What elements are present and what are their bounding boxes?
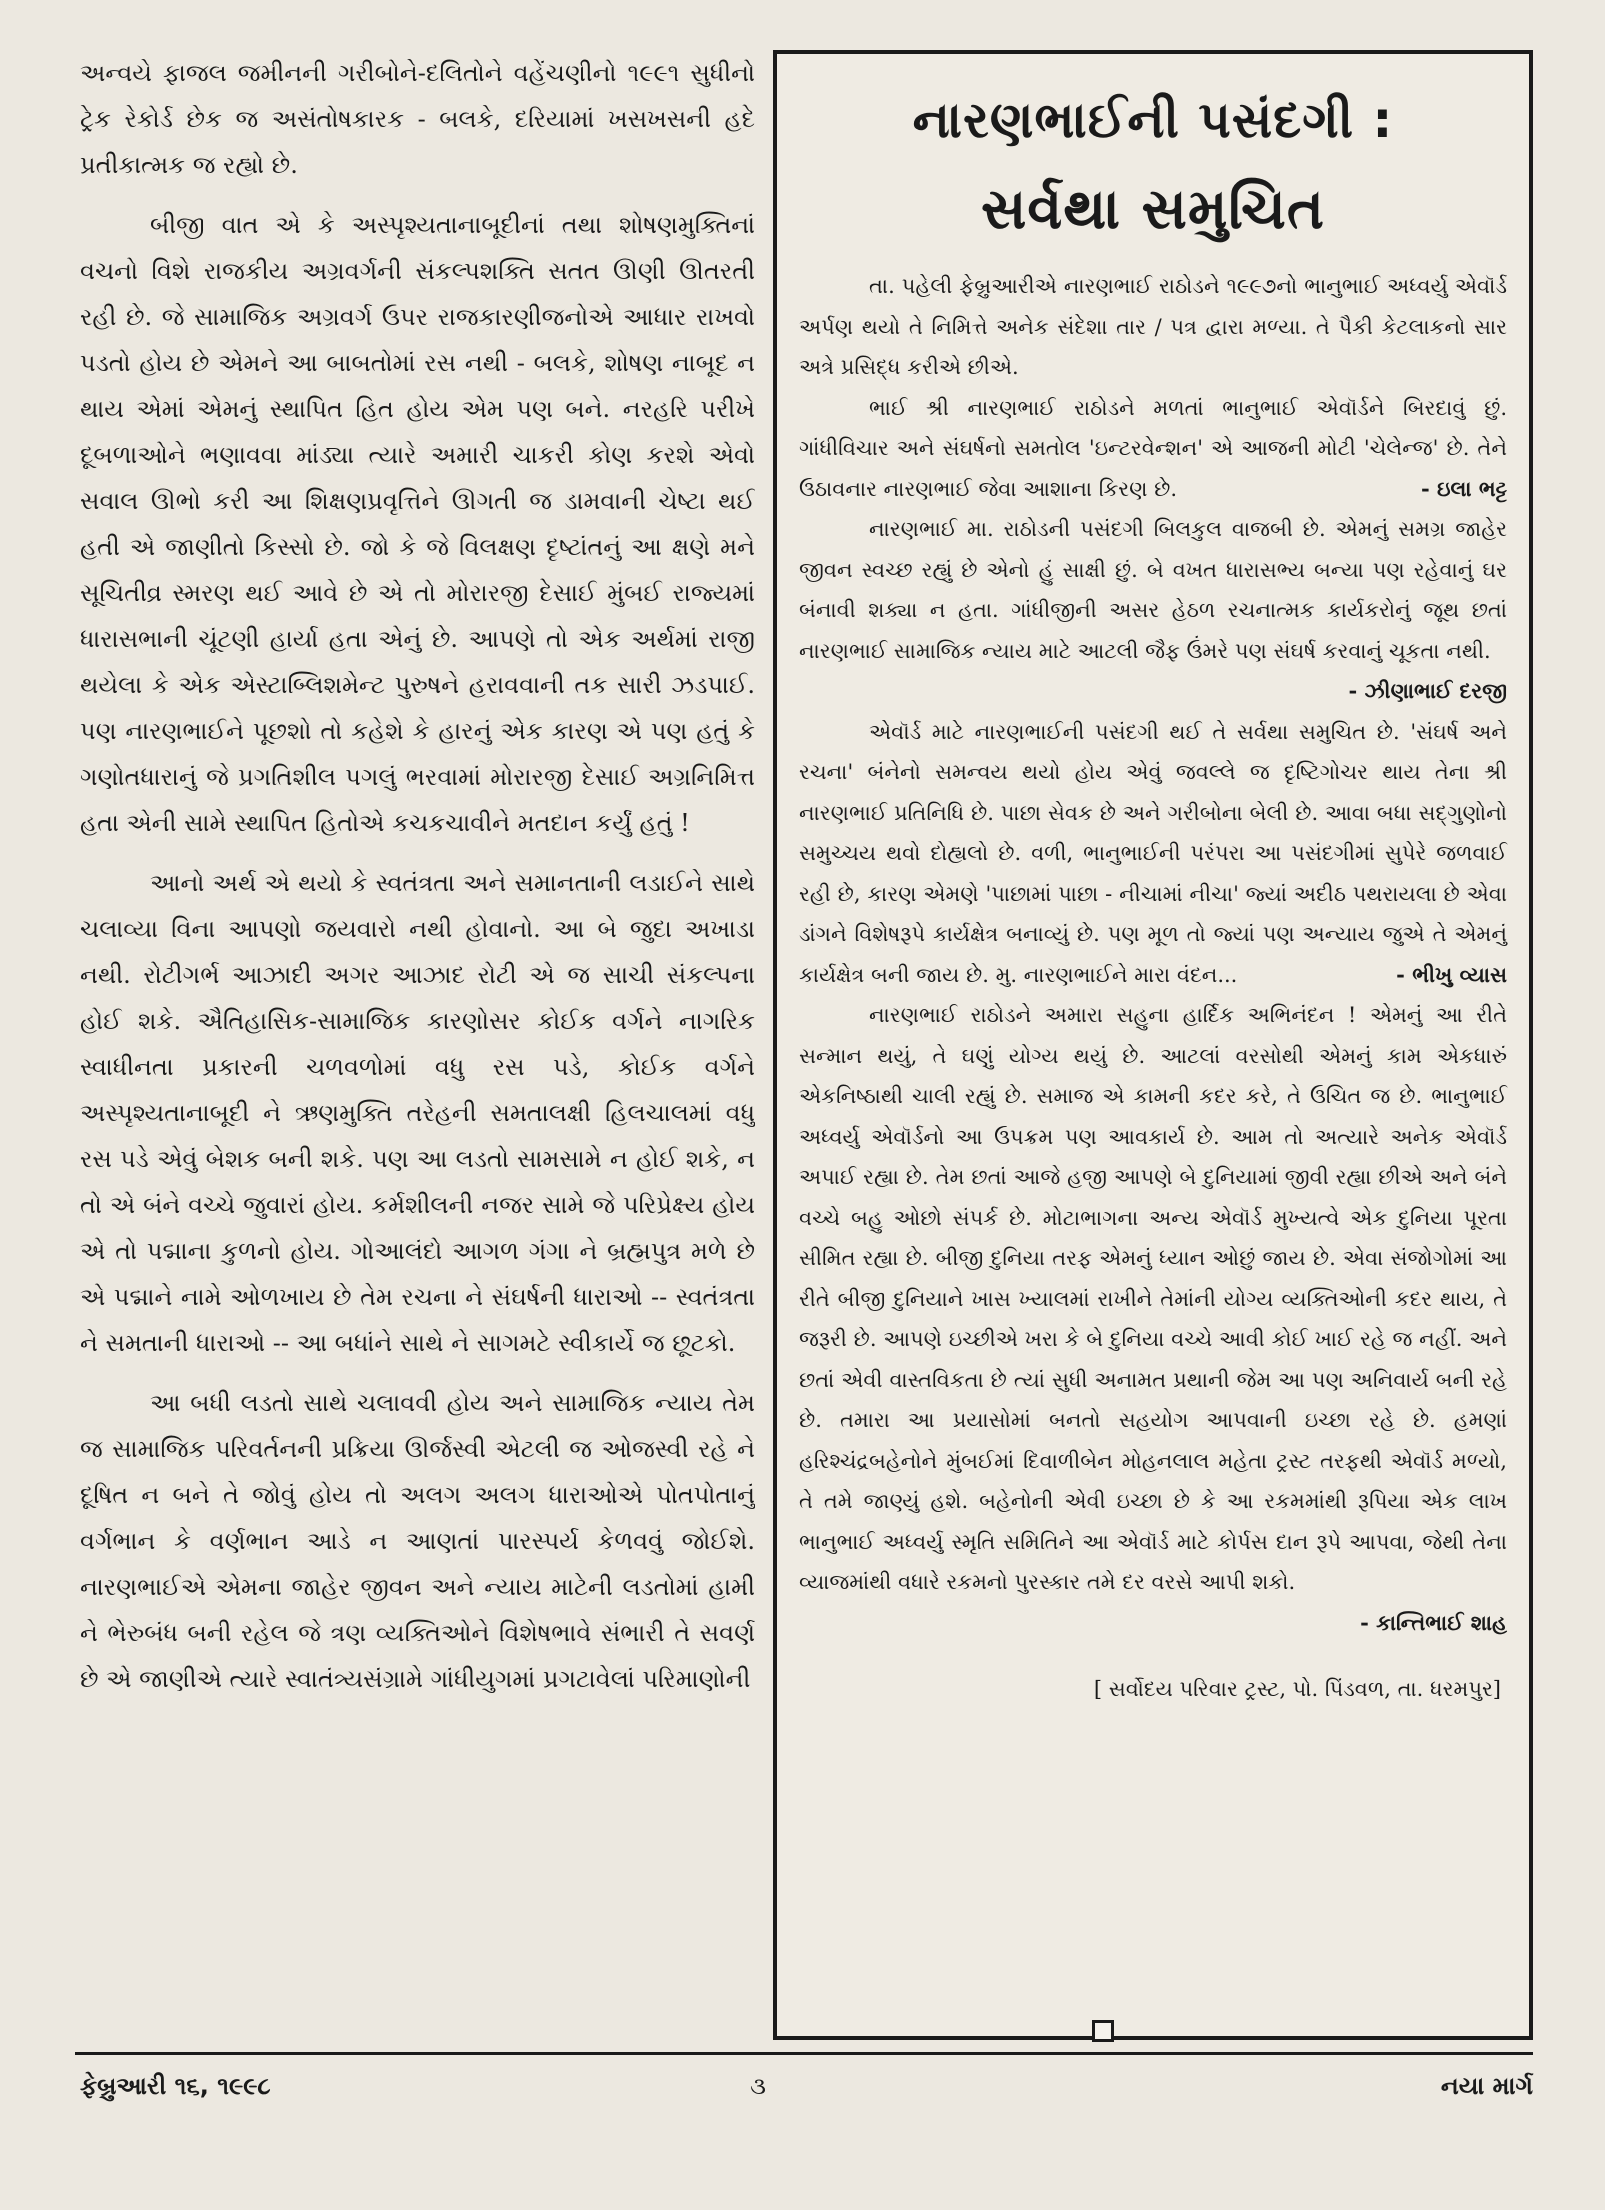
signature: - ઝીણાભાઈ દરજી [1348, 678, 1507, 703]
box-heading [777, 84, 1529, 246]
box-heading-line-2: સર્વથા સમુચિત [981, 177, 1325, 242]
message-4 [799, 995, 1507, 1635]
magazine-name: નયા માર્ગ [1440, 2072, 1533, 2100]
signature: - ઇલા ભટ્ટ [1420, 475, 1507, 501]
box-body [777, 246, 1529, 1710]
footer-rule [75, 2052, 1533, 2055]
message-text: ભાઈ શ્રી નારણભાઈ રાઠોડને મળતાં ભાનુભાઈ એવૉર્ડને બિરદાવું છું. ગાંધીવિચાર અને સંઘર્ષનો સમતોલ 'ઇન્ટરવેન્શન' એ આજની મોટી 'ચેલેન્જ' છે. તેને ઉઠાવનાર નારણભાઈ જેવા આશાના કિરણ છે. [799, 395, 1507, 501]
article-left-column [80, 50, 755, 2050]
page-number: ૩ [750, 2072, 766, 2100]
message-1 [799, 388, 1507, 510]
issue-date: ફેબ્રુઆરી ૧૬, ૧૯૯૮ [80, 2072, 271, 2100]
boxed-article [773, 50, 1533, 2040]
end-mark-icon [1092, 2020, 1114, 2042]
signature: - કાન્તિભાઈ શાહ [1360, 1609, 1507, 1635]
signature: - ભીખુ વ્યાસ [1396, 961, 1507, 987]
page-footer [80, 2072, 1533, 2112]
paragraph-4: આ બધી લડતો સાથે ચલાવવી હોય અને સામાજિક ન્યાય તેમ જ સામાજિક પરિવર્તનની પ્રક્રિયા ઊર્જસ્વી એટલી જ ઓજસ્વી રહે ને દૂષિત ન બને તે જોવું હોય તો અલગ અલગ ધારાઓએ પોતપોતાનું વર્ગભાન કે વર્ણભાન આડે ન આણતાં પારસ્પર્ય કેળવવું જોઈશે. નારણભાઈએ એમના જાહેર જીવન અને ન્યાય માટેની લડતોમાં હામી ને ભેરુબંધ બની રહેલ જે ત્રણ વ્યક્તિઓને વિશેષભાવે સંભારી તે સવર્ણ છે એ જાણીએ ત્યારે સ્વાતંત્ર્યસંગ્રામે ગાંધીયુગમાં પ્રગટાવેલાં પરિમાણોની [80, 1389, 755, 1693]
paragraph-3: આનો અર્થ એ થયો કે સ્વતંત્રતા અને સમાનતાની લડાઈને સાથે ચલાવ્યા વિના આપણો જયવારો નથી હોવાનો. આ બે જુદા અખાડા નથી. રોટીગર્ભ આઝાદી અગર આઝાદ રોટી એ જ સાચી સંકલ્પના હોઈ શકે. ઐતિહાસિક-સામાજિક કારણોસર કોઈક વર્ગને નાગરિક સ્વાધીનતા પ્રકારની ચળવળોમાં વધુ રસ પડે, કોઈક વર્ગને અસ્પૃશ્યતાનાબૂદી ને ઋણમુક્તિ તરેહની સમતાલક્ષી હિલચાલમાં વધુ રસ પડે એવું બેશક બની શકે. પણ આ લડતો સામસામે ન હોઈ શકે, ન તો એ બંને વચ્ચે જુવારાં હોય. કર્મશીલની નજર સામે જે પરિપ્રેક્ષ્ય હોય એ તો પદ્માના કુળનો હોય. ગોઆલંદો આગળ ગંગા ને બ્રહ્મપુત્ર મળે છે એ પદ્માને નામે ઓળખાય છે તેમ રચના ને સંઘર્ષની ધારાઓ -- સ્વતંત્રતા ને સમતાની ધારાઓ -- આ બધાંને સાથે ને સાગમટે સ્વીકાર્યે જ છૂટકો. [80, 869, 755, 1357]
box-intro: તા. પહેલી ફેબ્રુઆરીએ નારણભાઈ રાઠોડને ૧૯૯૭નો ભાનુભાઈ અધ્વર્યુ એવૉર્ડ અર્પણ થયો તે નિમિત્તે અનેક સંદેશા તાર / પત્ર દ્વારા મળ્યા. તે પૈકી કેટલાકનો સાર અત્રે પ્રસિદ્ધ કરીએ છીએ. [799, 274, 1507, 379]
message-3 [799, 712, 1507, 996]
paragraph-2: બીજી વાત એ કે અસ્પૃશ્યતાનાબૂદીનાં તથા શોષણમુક્તિનાં વચનો વિશે રાજકીય અગ્રવર્ગની સંકલ્પશક્તિ સતત ઊણી ઊતરતી રહી છે. જે સામાજિક અગ્રવર્ગ ઉપર રાજકારણીજનોએ આધાર રાખવો પડતો હોય છે એમને આ બાબતોમાં રસ નથી - બલકે, શોષણ નાબૂદ ન થાય એમાં એમનું સ્થાપિત હિત હોય એમ પણ બને. નરહરિ પરીખે દૂબળાઓને ભણાવવા માંડ્યા ત્યારે અમારી ચાકરી કોણ કરશે એવો સવાલ ઊભો કરી આ શિક્ષણપ્રવૃત્તિને ઊગતી જ ડામવાની ચેષ્ટા થઈ હતી એ જાણીતો કિસ્સો છે. જો કે જે વિલક્ષણ દૃષ્ટાંતનું આ ક્ષણે મને સૂચિતીવ્ર સ્મરણ થઈ આવે છે એ તો મોરારજી દેસાઈ મુંબઈ રાજ્યમાં ધારાસભાની ચૂંટણી હાર્યા હતા એનું છે. આપણે તો એક અર્થમાં રાજી થયેલા કે એક એસ્ટાબ્લિશમેન્ટ પુરુષને હરાવવાની તક સારી ઝડપાઈ. પણ નારણભાઈને પૂછશો તો કહેશે કે હારનું એક કારણ એ પણ હતું કે ગણોતધારાનું જે પ્રગતિશીલ પગલું ભરવામાં મોરારજી દેસાઈ અગ્રનિમિત્ત હતા એની સામે સ્થાપિત હિતોએ કચકચાવીને મતદાન કર્યું હતું ! [80, 211, 755, 837]
message-text: નારણભાઈ મા. રાઠોડની પસંદગી બિલકુલ વાજબી છે. એમનું સમગ્ર જાહેર જીવન સ્વચ્છ રહ્યું છે એનો હું સાક્ષી છું. બે વખત ધારાસભ્ય બન્યા પણ રહેવાનું ઘર બંનાવી શક્યા ન હતા. ગાંધીજીની અસર હેઠળ રચનાત્મક કાર્યકરોનું જૂથ છતાં નારણભાઈ સામાજિક ન્યાય માટે આટલી જૈફ ઉંમરે પણ સંઘર્ષ કરવાનું ચૂકતા નથી. [799, 517, 1507, 663]
box-heading-line-1: નારણભાઈની પસંદગી : [912, 91, 1394, 149]
paragraph-1: અન્વયે ફાજલ જમીનની ગરીબોને-દલિતોને વહેંચણીનો ૧૯૯૧ સુધીનો ટ્રેક રેકોર્ડ છેક જ અસંતોષકારક - બલકે, દરિયામાં ખસખસની હદે પ્રતીકાત્મક જ રહ્યો છે. [80, 59, 755, 179]
source-credit: [ સર્વોદય પરિવાર ટ્રસ્ટ, પો. પિંડવળ, તા. ધરમપુર] [1093, 1677, 1501, 1701]
message-2 [799, 509, 1507, 703]
message-text: નારણભાઈ રાઠોડને અમારા સહુના હાર્દિક અભિનંદન ! એમનું આ રીતે સન્માન થયું, તે ઘણું યોગ્ય થયું છે. આટલાં વરસોથી એમનું કામ એકધારું એકનિષ્ઠાથી ચાલી રહ્યું છે. સમાજ એ કામની કદર કરે, તે ઉચિત જ છે. ભાનુભાઈ અધ્વર્યુ એવૉર્ડનો આ ઉપક્રમ પણ આવકાર્ય છે. આમ તો અત્યારે અનેક એવૉર્ડ અપાઈ રહ્યા છે. તેમ છતાં આજે હજી આપણે બે દુનિયામાં જીવી રહ્યા છીએ અને બંને વચ્ચે બહુ ઓછો સંપર્ક છે. મોટાભાગના અન્ય એવૉર્ડ મુખ્યત્વે એક દુનિયા પૂરતા સીમિત રહ્યા છે. બીજી દુનિયા તરફ એમનું ધ્યાન ઓછું જાય છે. એવા સંજોગોમાં આ રીતે બીજી દુનિયાને ખાસ ખ્યાલમાં રાખીને તેમાંની યોગ્ય વ્યક્તિઓની કદર થાય, તે જરૂરી છે. આપણે ઇચ્છીએ ખરા કે બે દુનિયા વચ્ચે આવી કોઈ ખાઈ રહે જ નહીં. અને છતાં એવી વાસ્તવિકતા છે ત્યાં સુધી અનામત પ્રથાની જેમ આ પણ અનિવાર્ય બની રહે છે. તમારા આ પ્રયાસોમાં બનતો સહયોગ આપવાની ઇચ્છા રહે છે. હમણાં હરિશ્ચંદ્રબહેનોને મુંબઈમાં દિવાળીબેન મોહનલાલ મહેતા ટ્રસ્ટ તરફથી એવૉર્ડ મળ્યો, તે તમે જાણ્યું હશે. બહેનોની એવી ઇચ્છા છે કે આ રકમમાંથી રૂપિયા એક લાખ ભાનુભાઈ અધ્વર્યુ સ્મૃતિ સમિતિને આ એવૉર્ડ માટે કોર્પસ દાન રૂપે આપવા, જેથી તેના વ્યાજમાંથી વધારે રકમનો પુરસ્કાર તમે દર વરસે આપી શકો. [799, 1003, 1507, 1594]
message-text: એવૉર્ડ માટે નારણભાઈની પસંદગી થઈ તે સર્વથા સમુચિત છે. 'સંઘર્ષ અને રચના' બંનેનો સમન્વય થયો હોય એવું જવલ્લે જ દૃષ્ટિગોચર થાય તેના શ્રી નારણભાઈ પ્રતિનિધિ છે. પાછા સેવક છે અને ગરીબોના બેલી છે. આવા બધા સદ્ગુણોનો સમુચ્ચય થવો દોહ્યલો છે. વળી, ભાનુભાઈની પરંપરા આ પસંદગીમાં સુપેરે જળવાઈ રહી છે, કારણ એમણે 'પાછામાં પાછા - નીચામાં નીચા' જ્યાં અદીઠ પથરાયલા છે એવા ડાંગને વિશેષરૂપે કાર્યક્ષેત્ર બનાવ્યું છે. પણ મૂળ તો જ્યાં પણ અન્યાય જુએ તે એમનું કાર્યક્ષેત્ર બની જાય છે. મુ. નારણભાઈને મારા વંદન... [799, 719, 1507, 987]
